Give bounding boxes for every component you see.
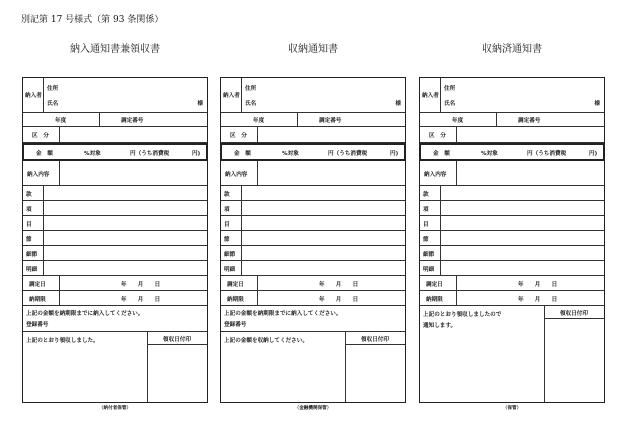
content-label: 納入内容 [424,172,447,178]
payer-block [23,78,207,113]
date-label: 納期限 [227,297,244,303]
account-row [23,201,207,216]
date-value: 年 月 日 [518,282,558,288]
stamp-divider [345,344,405,345]
payer-block [221,78,405,113]
fiscal-year-label: 年度 [452,118,464,124]
form-body [419,77,605,403]
account-row [23,261,207,276]
content-row [221,161,405,186]
payer-label: 納入者 [422,93,439,99]
divider [257,276,258,290]
divider [440,78,441,112]
date-label: 調定日 [227,282,244,288]
divider [59,161,60,185]
account-row [420,216,604,231]
amount-row [419,143,605,161]
category-label: 区 分 [230,133,247,139]
notice-block [23,306,207,332]
divider [440,186,441,200]
divider [496,113,497,126]
account-row [23,231,207,246]
divider [43,216,44,230]
divider [241,246,242,260]
divider [257,291,258,305]
account-row [221,216,405,231]
amount-label: 金 額 [36,151,53,157]
stamp-divider [544,318,604,319]
divider [440,231,441,245]
divider [43,78,44,112]
form-footer: （納付者保管） [98,406,132,411]
receipt-text: 上記のとおり領収しましたので [423,312,502,318]
fiscal-year-row [420,113,604,127]
account-label: 款 [224,192,230,198]
date-label: 調定日 [426,282,443,288]
account-row [221,231,405,246]
account-label: 明細 [423,267,435,273]
form-body [220,77,406,403]
account-label: 款 [26,192,32,198]
date-value: 年 月 日 [518,297,558,303]
account-row [420,261,604,276]
account-label: 細節 [423,252,435,258]
account-row [420,246,604,261]
account-label: 細節 [224,252,236,258]
account-label: 細節 [26,252,38,258]
stamp-label: 領収日付印 [560,311,588,317]
stamp-label: 領収日付印 [361,337,389,343]
category-label: 区 分 [429,133,446,139]
date-row [221,276,405,291]
divider [456,276,457,290]
tax-rate-label: %対象 [481,151,498,157]
receipt-block [420,306,604,402]
divider [456,291,457,305]
yen-close-label: 円) [390,151,399,157]
payer-label: 納入者 [25,93,42,99]
divider [59,291,60,305]
tax-rate-label: %対象 [282,151,299,157]
divider [440,201,441,215]
divider [440,261,441,275]
form-header: 別記第 17 号様式（第 93 条関係） [21,15,164,25]
category-row [221,127,405,143]
date-label: 納期限 [29,297,46,303]
category-row [23,127,207,143]
address-label: 住所 [47,86,59,92]
divider [43,231,44,245]
assessment-no-label: 調定番号 [319,118,342,124]
divider [59,127,60,142]
divider [257,127,258,142]
divider [544,306,545,402]
account-row [23,246,207,261]
name-label: 氏名 [245,101,257,107]
amount-label: 金 額 [234,151,251,157]
receipt-block [221,332,405,402]
assessment-no-label: 調定番号 [518,118,541,124]
divider [345,332,346,402]
date-row [420,291,604,306]
account-label: 款 [423,192,429,198]
divider [241,261,242,275]
form-body [22,77,208,403]
divider [99,113,100,126]
amount-row [22,143,208,161]
account-label: 節 [423,237,429,243]
account-label: 節 [26,237,32,243]
account-label: 項 [423,207,429,213]
name-label: 氏名 [47,101,59,107]
date-value: 年 月 日 [121,297,161,303]
account-label: 明細 [224,267,236,273]
divider [241,216,242,230]
account-row [420,186,604,201]
stamp-divider [147,344,207,345]
account-label: 項 [26,207,32,213]
yen-tax-label: 円（うち消費税 [527,151,567,157]
divider [440,246,441,260]
content-row [23,161,207,186]
divider [43,261,44,275]
account-row [23,216,207,231]
date-label: 納期限 [426,297,443,303]
divider [241,186,242,200]
yen-tax-label: 円（うち消費税 [130,151,170,157]
category-label: 区 分 [32,133,49,139]
date-row [23,291,207,306]
name-label: 氏名 [444,101,456,107]
fiscal-year-label: 年度 [253,118,265,124]
form-title: 収納済通知書 [482,44,542,55]
account-label: 明細 [26,267,38,273]
divider [59,276,60,290]
date-row [420,276,604,291]
account-row [420,231,604,246]
divider [297,113,298,126]
content-label: 納入内容 [27,172,50,178]
date-value: 年 月 日 [121,282,161,288]
amount-label: 金 額 [433,151,450,157]
divider [241,231,242,245]
address-label: 住所 [444,86,456,92]
form-title: 収納通知書 [288,44,338,55]
receipt-text: 通知します。 [423,323,457,329]
notice-block [221,306,405,332]
sama-label: 様 [197,101,203,107]
receipt-text: 上記のとおり領収しました。 [26,338,99,344]
form-footer: （保管） [502,406,522,411]
date-row [23,276,207,291]
fiscal-year-label: 年度 [55,118,67,124]
payer-block [420,78,604,113]
divider [43,201,44,215]
notice-text: 上記の金額を納期限までに納入してください。 [224,311,342,317]
notice-text: 登録番号 [224,322,247,328]
receipt-block [23,332,207,402]
divider [456,127,457,142]
account-label: 目 [224,222,230,228]
divider [257,161,258,185]
assessment-no-label: 調定番号 [121,118,144,124]
account-row [221,201,405,216]
yen-tax-label: 円（うち消費税 [328,151,368,157]
notice-text: 上記の金額を納期限までに納入してください。 [26,311,144,317]
account-row [221,246,405,261]
notice-text: 登録番号 [26,322,49,328]
divider [241,201,242,215]
account-label: 節 [224,237,230,243]
divider [241,78,242,112]
fiscal-year-row [221,113,405,127]
account-label: 項 [224,207,230,213]
fiscal-year-row [23,113,207,127]
date-label: 調定日 [29,282,46,288]
category-row [420,127,604,143]
divider [456,161,457,185]
content-row [420,161,604,186]
divider [43,246,44,260]
account-label: 目 [26,222,32,228]
date-value: 年 月 日 [319,282,359,288]
divider [43,186,44,200]
content-label: 納入内容 [225,172,248,178]
yen-close-label: 円) [192,151,201,157]
form-footer: （金融機関保管） [294,406,332,411]
address-label: 住所 [245,86,257,92]
tax-rate-label: %対象 [84,151,101,157]
payer-label: 納入者 [223,93,240,99]
form-title: 納入通知書兼領収書 [70,44,160,55]
sama-label: 様 [594,101,600,107]
date-row [221,291,405,306]
account-row [221,261,405,276]
account-row [420,201,604,216]
sama-label: 様 [395,101,401,107]
account-row [221,186,405,201]
divider [440,216,441,230]
amount-row [220,143,406,161]
stamp-label: 領収日付印 [163,337,191,343]
yen-close-label: 円) [589,151,598,157]
account-row [23,186,207,201]
receipt-text: 上記の金額を収納してください。 [224,338,308,344]
account-label: 目 [423,222,429,228]
divider [147,332,148,402]
date-value: 年 月 日 [319,297,359,303]
